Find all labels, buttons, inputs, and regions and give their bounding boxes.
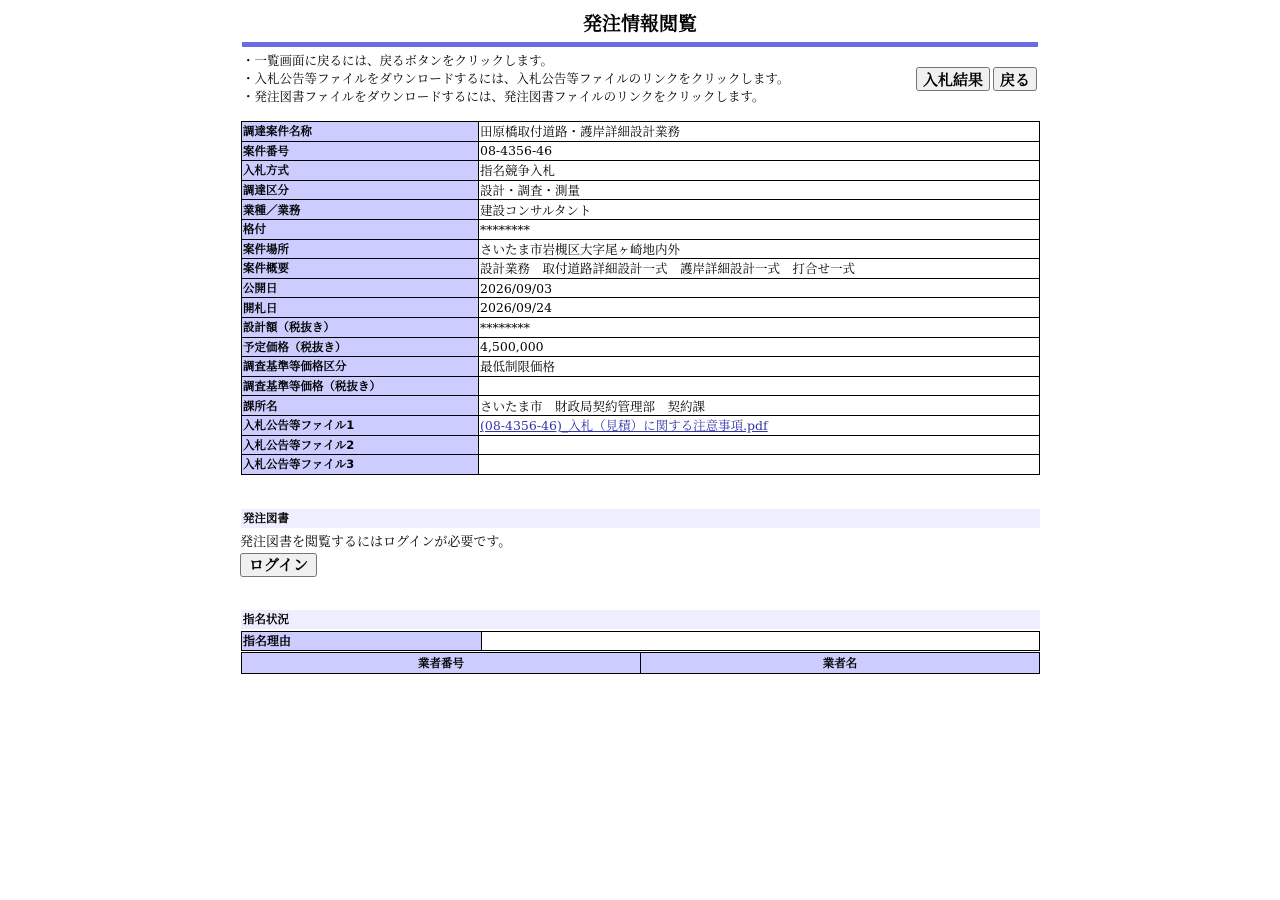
detail-row — [242, 337, 1040, 357]
detail-row — [242, 180, 1040, 200]
notice-file-link[interactable]: (08-4356-46)_入札（見積）に関する注意事項.pdf — [480, 418, 768, 434]
detail-value: さいたま市 財政局契約管理部 契約課 — [479, 396, 1040, 416]
login-button[interactable]: ログイン — [240, 553, 317, 577]
detail-value: 設計・調査・測量 — [479, 180, 1040, 200]
detail-value: ******** — [479, 317, 1040, 337]
detail-row — [242, 278, 1040, 298]
detail-label: 調査基準等価格（税抜き） — [242, 376, 479, 396]
page-title: 発注情報閲覧 — [582, 13, 697, 35]
action-buttons — [916, 67, 1037, 91]
detail-row — [242, 455, 1040, 475]
detail-label: 調達区分 — [242, 180, 479, 200]
detail-label: 予定価格（税抜き） — [242, 337, 479, 357]
detail-value: 建設コンサルタント — [479, 200, 1040, 220]
detail-value: 最低制限価格 — [479, 357, 1040, 377]
instruction-line: ・入札公告等ファイルをダウンロードするには、入札公告等ファイルのリンクをクリックします。 — [242, 71, 790, 86]
nominated-vendors-table — [241, 652, 1040, 674]
nomination-reason-value — [482, 631, 1040, 650]
detail-label: 入札方式 — [242, 161, 479, 181]
nomination-reason-table — [241, 631, 1040, 651]
detail-label: 格付 — [242, 219, 479, 239]
detail-label: 案件場所 — [242, 239, 479, 259]
detail-label: 開札日 — [242, 298, 479, 318]
detail-value: 指名競争入札 — [479, 161, 1040, 181]
detail-label: 業種／業務 — [242, 200, 479, 220]
nomination-reason-label: 指名理由 — [242, 631, 482, 650]
detail-label: 入札公告等ファイル1 — [242, 415, 479, 435]
detail-label: 課所名 — [242, 396, 479, 416]
detail-label: 入札公告等ファイル2 — [242, 435, 479, 455]
detail-label: 入札公告等ファイル3 — [242, 455, 479, 475]
detail-value: 設計業務 取付道路詳細設計一式 護岸詳細設計一式 打合せ一式 — [479, 259, 1040, 279]
detail-row — [242, 122, 1040, 142]
detail-row — [242, 357, 1040, 377]
column-header-vendor-name: 業者名 — [641, 652, 1040, 673]
detail-value: 08-4356-46 — [479, 141, 1040, 161]
detail-row — [242, 141, 1040, 161]
detail-row — [242, 435, 1040, 455]
detail-label: 案件概要 — [242, 259, 479, 279]
detail-value: 2026/09/24 — [479, 298, 1040, 318]
detail-label: 公開日 — [242, 278, 479, 298]
detail-row — [242, 298, 1040, 318]
detail-label: 設計額（税抜き） — [242, 317, 479, 337]
instructions-panel — [240, 47, 1040, 121]
detail-value: さいたま市岩槻区大字尾ヶ崎地内外 — [479, 239, 1040, 259]
order-docs-heading: 発注図書 — [241, 509, 1040, 528]
detail-row — [242, 239, 1040, 259]
detail-row — [242, 259, 1040, 279]
main-content — [240, 0, 1040, 674]
detail-row — [242, 396, 1040, 416]
nomination-heading: 指名状況 — [241, 610, 1040, 629]
detail-value: ******** — [479, 219, 1040, 239]
back-button[interactable]: 戻る — [993, 67, 1037, 91]
detail-row — [242, 161, 1040, 181]
detail-label: 調査基準等価格区分 — [242, 357, 479, 377]
detail-value: 2026/09/03 — [479, 278, 1040, 298]
instruction-line: ・一覧画面に戻るには、戻るボタンをクリックします。 — [242, 53, 554, 68]
detail-value — [479, 376, 1040, 396]
detail-value: 田原橋取付道路・護岸詳細設計業務 — [479, 122, 1040, 142]
detail-row — [242, 376, 1040, 396]
detail-row — [242, 317, 1040, 337]
detail-value — [479, 435, 1040, 455]
detail-label: 案件番号 — [242, 141, 479, 161]
detail-row — [242, 415, 1040, 435]
order-details-table — [241, 121, 1040, 475]
login-required-message: 発注図書を閲覧するにはログインが必要です。 — [240, 534, 512, 550]
detail-value: 4,500,000 — [479, 337, 1040, 357]
detail-row — [242, 219, 1040, 239]
instruction-line: ・発注図書ファイルをダウンロードするには、発注図書ファイルのリンクをクリックします。 — [242, 89, 765, 104]
detail-row — [242, 200, 1040, 220]
bid-results-button[interactable]: 入札結果 — [916, 67, 990, 91]
detail-value — [479, 455, 1040, 475]
column-header-vendor-number: 業者番号 — [242, 652, 641, 673]
detail-value — [479, 415, 1040, 435]
detail-label: 調達案件名称 — [242, 122, 479, 142]
